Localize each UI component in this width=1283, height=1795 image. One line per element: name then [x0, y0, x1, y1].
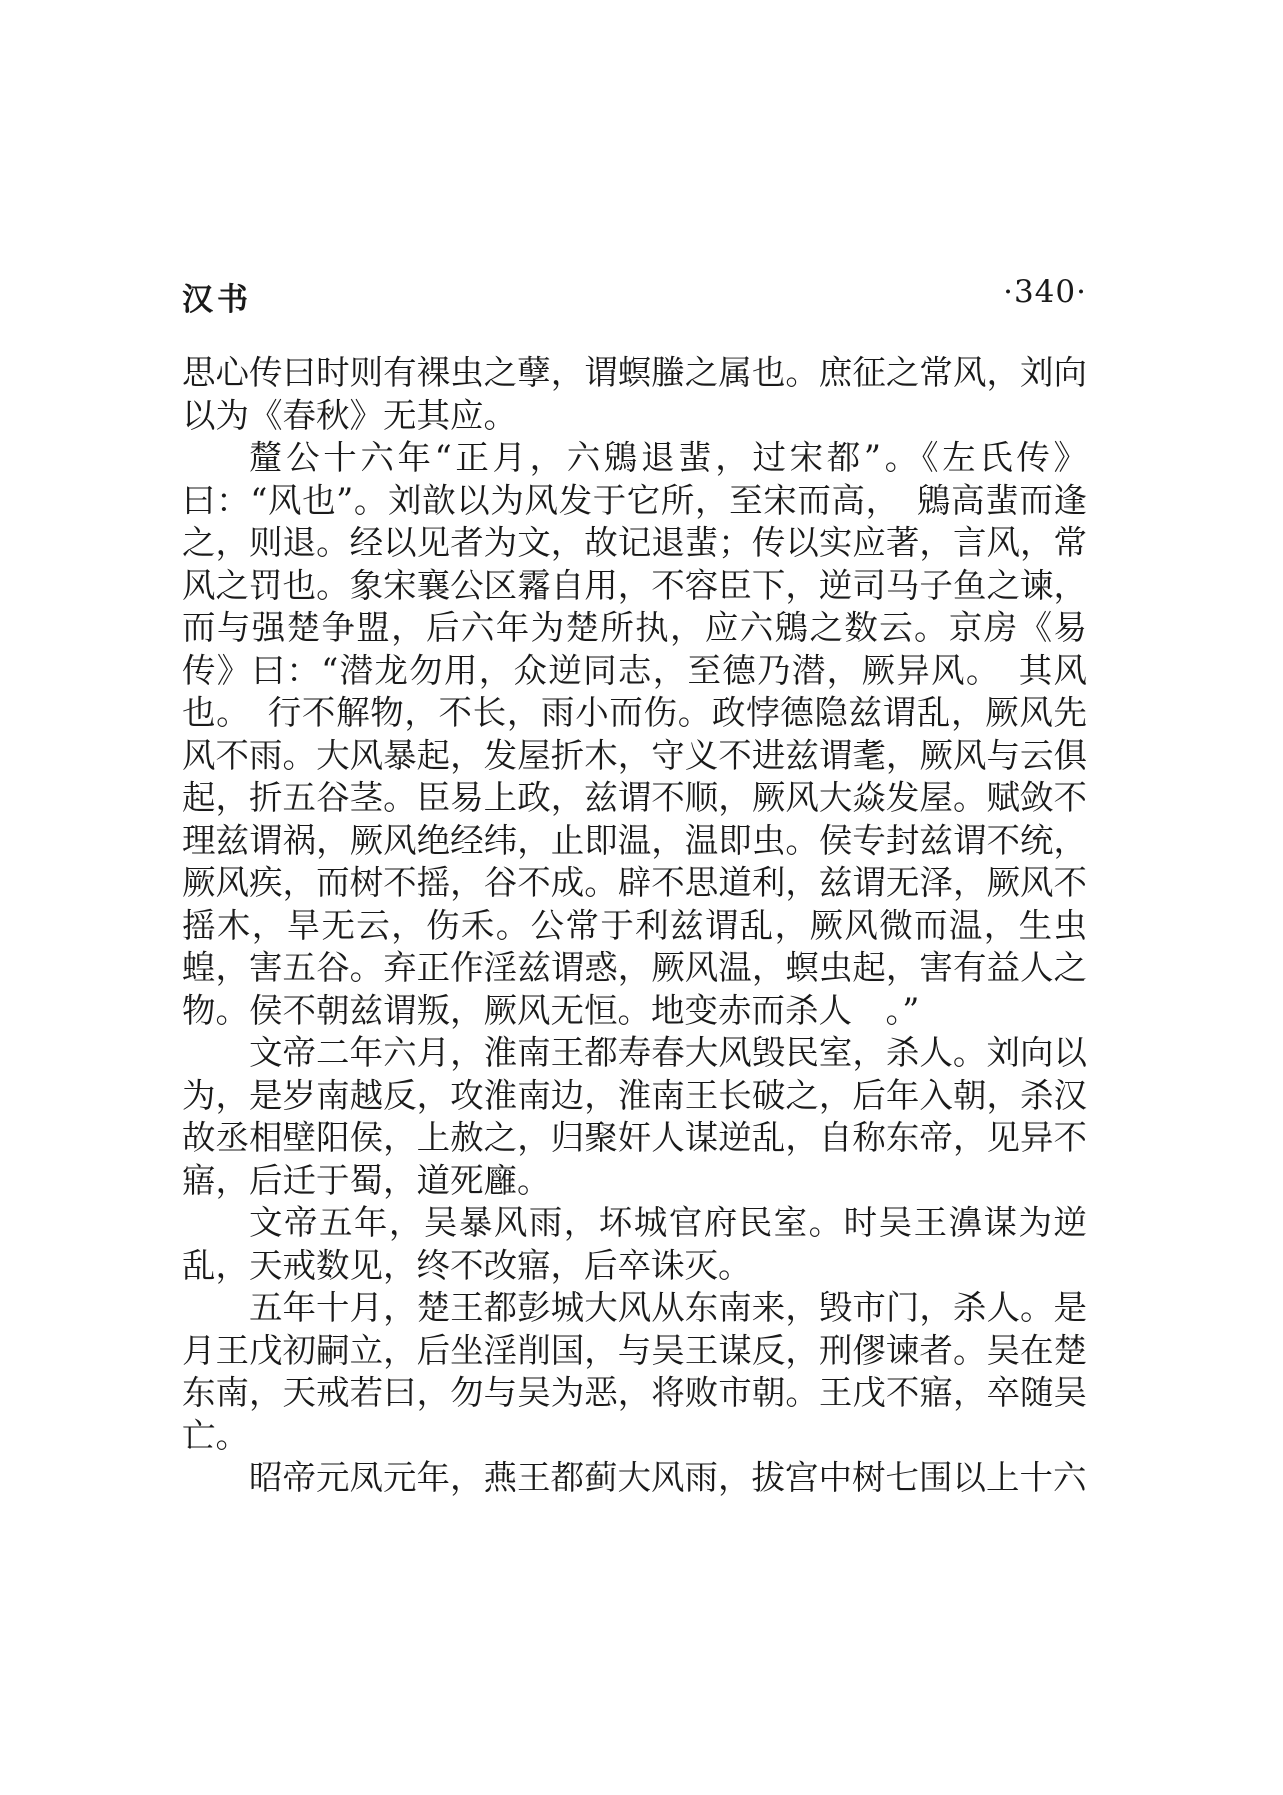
running-header — [182, 268, 1087, 318]
body-text — [182, 352, 1087, 1500]
paragraph-4: 文帝五年，吴暴风雨，坏城官府民室。时吴王濞谋为逆乱，天戒数见，终不改寤，后卒诛灭。 — [182, 1203, 1087, 1285]
paragraph-2: 釐公十六年“正月，六鶂退蜚，过宋都”。《左氏传》曰：“风也”。刘歆以为风发于它所，至宋而高， 鶂高蜚而逢之，则退。经以见者为文，故记退蜚；传以实应著，言风，常风之罚也。象宋襄公区霿自用，不容臣下，逆司马子鱼之谏，而与强楚争盟，后六年为楚所执，应六鶂之数云。京房《易传》曰：“潜龙勿用，众逆同志，至德乃潜，厥异风。 其风也。 行不解物，不长，雨小而伤。政悖德隐兹谓乱，厥风先风不雨。大风暴起，发屋折木，守义不进兹谓耄，厥风与云俱起，折五谷茎。臣易上政，兹谓不顺，厥风大焱发屋。赋敛不理兹谓祸，厥风绝经纬，止即温，温即虫。侯专封兹谓不统，厥风疾，而树不摇，谷不成。辟不思道利，兹谓无泽，厥风不摇木，旱无云，伤禾。公常于利兹谓乱，厥风微而温，生虫蝗，害五谷。弃正作淫兹谓惑，厥风温，螟虫起，害有益人之物。侯不朝兹谓叛，厥风无恒。地变赤而杀人 。” — [182, 438, 1087, 1030]
page-number: ·340· — [1003, 274, 1087, 310]
book-title: 汉书 — [182, 282, 252, 318]
paragraph-1: 思心传曰时则有裸虫之孽，谓螟螣之属也。庶征之常风，刘向以为《春秋》无其应。 — [182, 353, 1087, 435]
paragraph-5: 五年十月，楚王都彭城大风从东南来，毁市门，杀人。是月王戊初嗣立，后坐淫削国，与吴王谋反，刑僇谏者。吴在楚东南，天戒若曰，勿与吴为恶，将败市朝。王戊不寤，卒随吴亡。 — [182, 1288, 1087, 1455]
paragraph-3: 文帝二年六月，淮南王都寿春大风毁民室，杀人。刘向以为，是岁南越反，攻淮南边，淮南王长破之，后年入朝，杀汉故丞相壁阳侯，上赦之，归聚奸人谋逆乱，自称东帝，见异不寤，后迁于蜀，道死廱。 — [182, 1033, 1087, 1200]
paragraph-6: 昭帝元凤元年，燕王都蓟大风雨，拔宫中树七围以上十六 — [249, 1458, 1087, 1497]
